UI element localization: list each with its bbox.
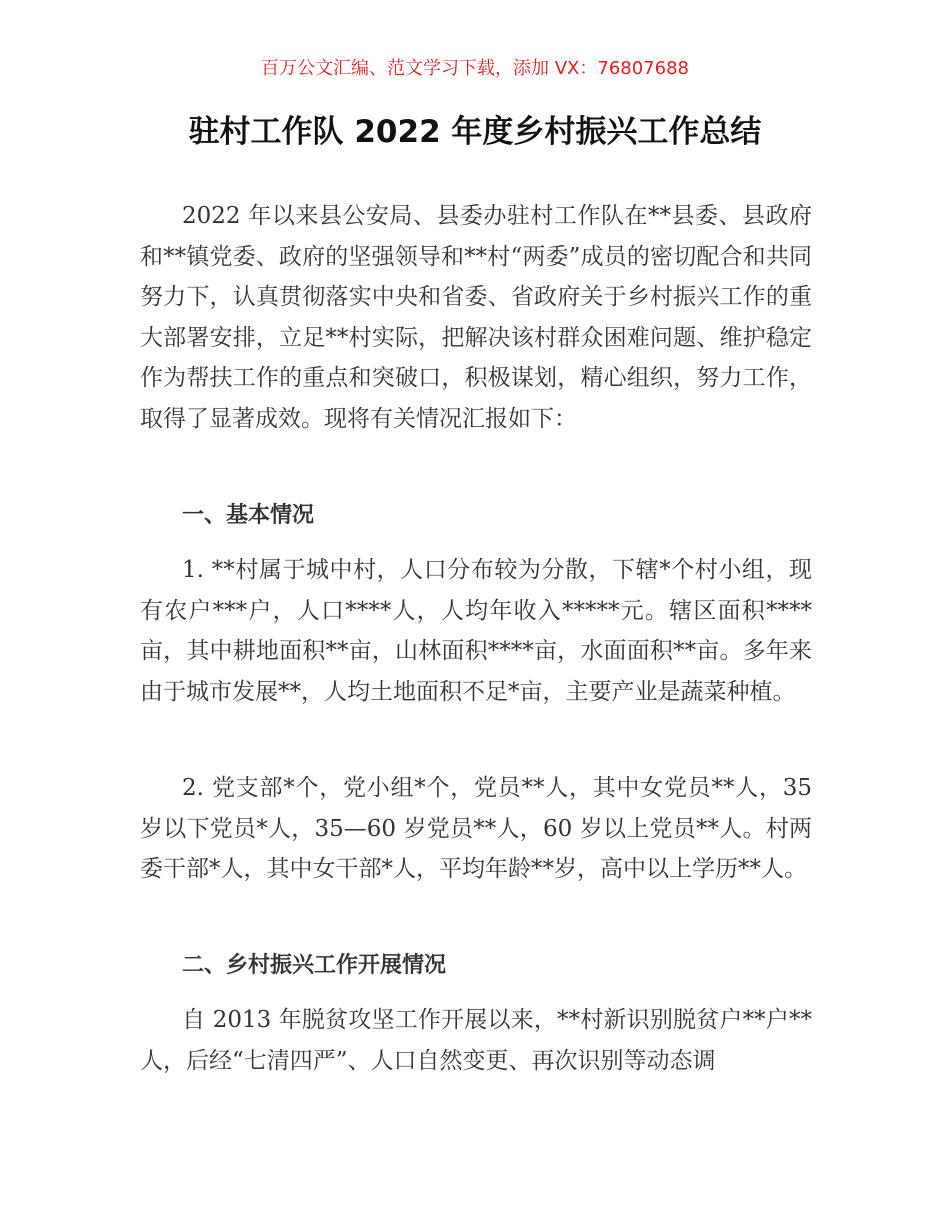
section-heading-basic-info: 一、基本情况 [182,503,315,528]
document-body [140,196,812,1081]
basic-info-paragraph-1: 1. **村属于城中村，人口分布较为分散，下辖*个村小组，现有农户***户，人口****人，人均年收入*****元。辖区面积****亩，其中耕地面积**亩，山林面积****亩，水面面积**亩。多年来由于城市发展**，人均土地面积不足*亩，主要产业是蔬菜种植。 [140,557,812,705]
section-heading-work-progress: 二、乡村振兴工作开展情况 [182,953,447,978]
document-title: 驻村工作队 2022 年度乡村振兴工作总结 [188,114,762,150]
basic-info-paragraph-2: 2. 党支部*个，党小组*个，党员**人，其中女党员**人，35 岁以下党员*人，35—60 岁党员**人，60 岁以上党员**人。村两委干部*人，其中女干部*人，平均年龄**岁，高中以上学历**人。 [140,775,812,882]
watermark-banner: 百万公文汇编、范文学习下载，添加 VX：76807688 [261,58,689,79]
intro-paragraph: 2022 年以来县公安局、县委办驻村工作队在**县委、县政府和**镇党委、政府的坚强领导和**村“两委”成员的密切配合和共同努力下，认真贯彻落实中央和省委、省政府关于乡村振兴工作的重大部署安排，立足**村实际，把解决该村群众困难问题、维护稳定作为帮扶工作的重点和突破口，积极谋划，精心组织，努力工作，取得了显著成效。现将有关情况汇报如下： [140,203,812,432]
work-progress-paragraph: 自 2013 年脱贫攻坚工作开展以来，**村新识别脱贫户**户**人，后经“七清四严”、人口自然变更、再次识别等动态调 [140,1007,812,1074]
